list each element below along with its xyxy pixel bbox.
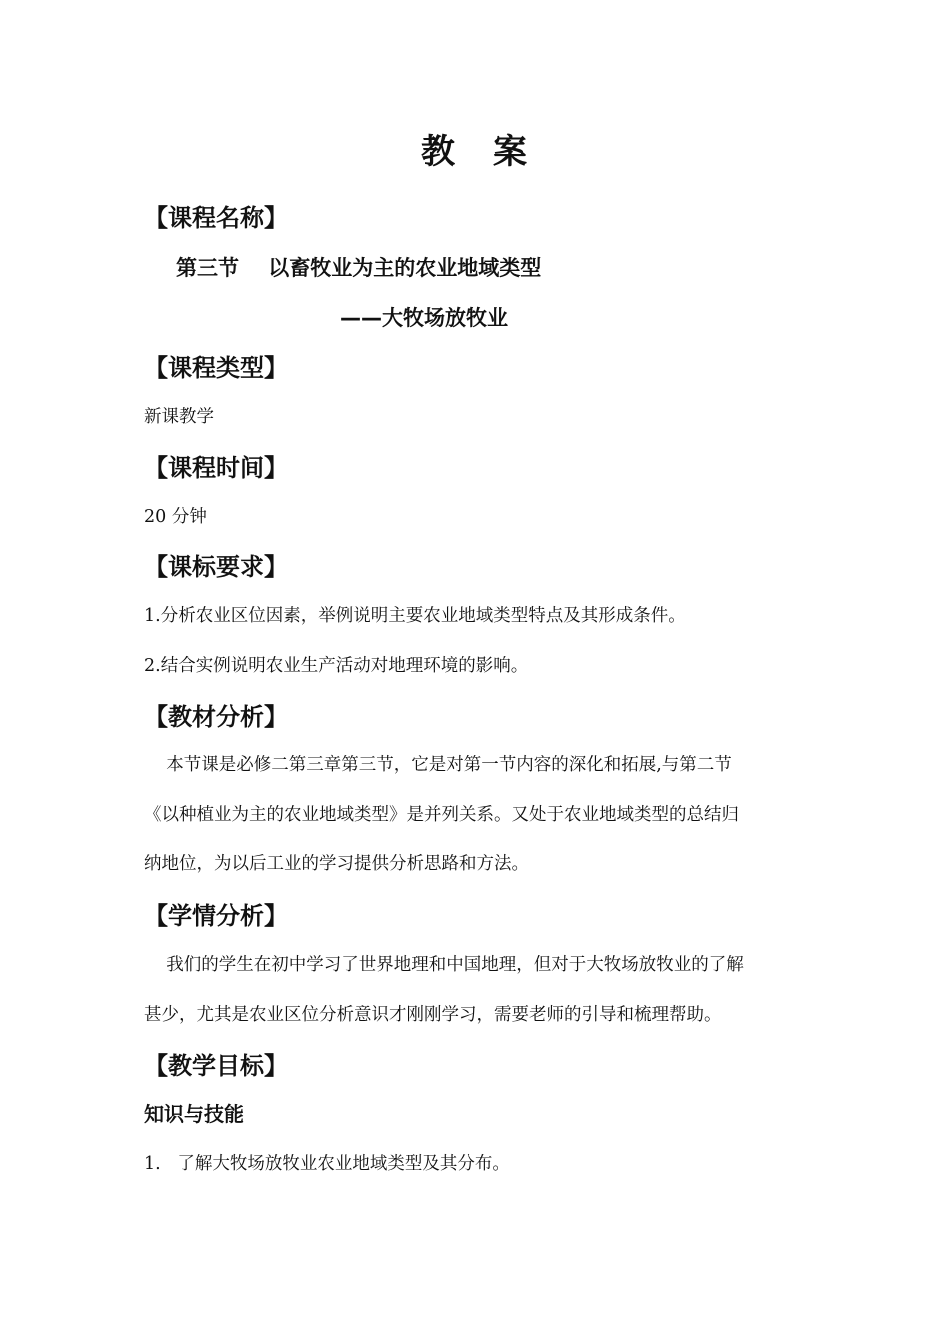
course-name-line-2: ——大牧场放牧业	[340, 306, 508, 330]
goals-item-1: 1. 了解大牧场放牧业农业地域类型及其分布。	[144, 1154, 510, 1174]
course-name-line-1: 第三节 以畜牧业为主的农业地域类型	[176, 256, 542, 280]
goals-subheading: 知识与技能	[144, 1102, 244, 1126]
title-part-2: 案	[493, 132, 529, 172]
learner-line-1: 我们的学生在初中学习了世界地理和中国地理，但对于大牧场放牧业的了解	[144, 955, 744, 975]
document-title	[0, 124, 950, 173]
course-type-value: 新课教学	[144, 407, 214, 427]
title-part-1: 教	[421, 132, 457, 172]
standard-item-2: 2.结合实例说明农业生产活动对地理环境的影响。	[144, 656, 529, 676]
course-time-value: 20 分钟	[144, 507, 207, 527]
course-type-heading: 【课程类型】	[144, 354, 288, 382]
course-name-heading: 【课程名称】	[144, 204, 288, 232]
material-line-3: 纳地位，为以后工业的学习提供分析思路和方法。	[144, 854, 529, 874]
goals-heading: 【教学目标】	[144, 1052, 288, 1080]
material-heading: 【教材分析】	[144, 703, 288, 731]
standard-item-1: 1.分析农业区位因素，举例说明主要农业地域类型特点及其形成条件。	[144, 606, 686, 626]
learner-heading: 【学情分析】	[144, 902, 288, 930]
learner-line-2: 甚少，尤其是农业区位分析意识才刚刚学习，需要老师的引导和梳理帮助。	[144, 1005, 722, 1025]
course-time-heading: 【课程时间】	[144, 454, 288, 482]
material-line-1: 本节课是必修二第三章第三节，它是对第一节内容的深化和拓展,与第二节	[144, 755, 732, 775]
material-line-2: 《以种植业为主的农业地域类型》是并列关系。又处于农业地域类型的总结归	[144, 805, 739, 825]
standard-heading: 【课标要求】	[144, 553, 288, 581]
